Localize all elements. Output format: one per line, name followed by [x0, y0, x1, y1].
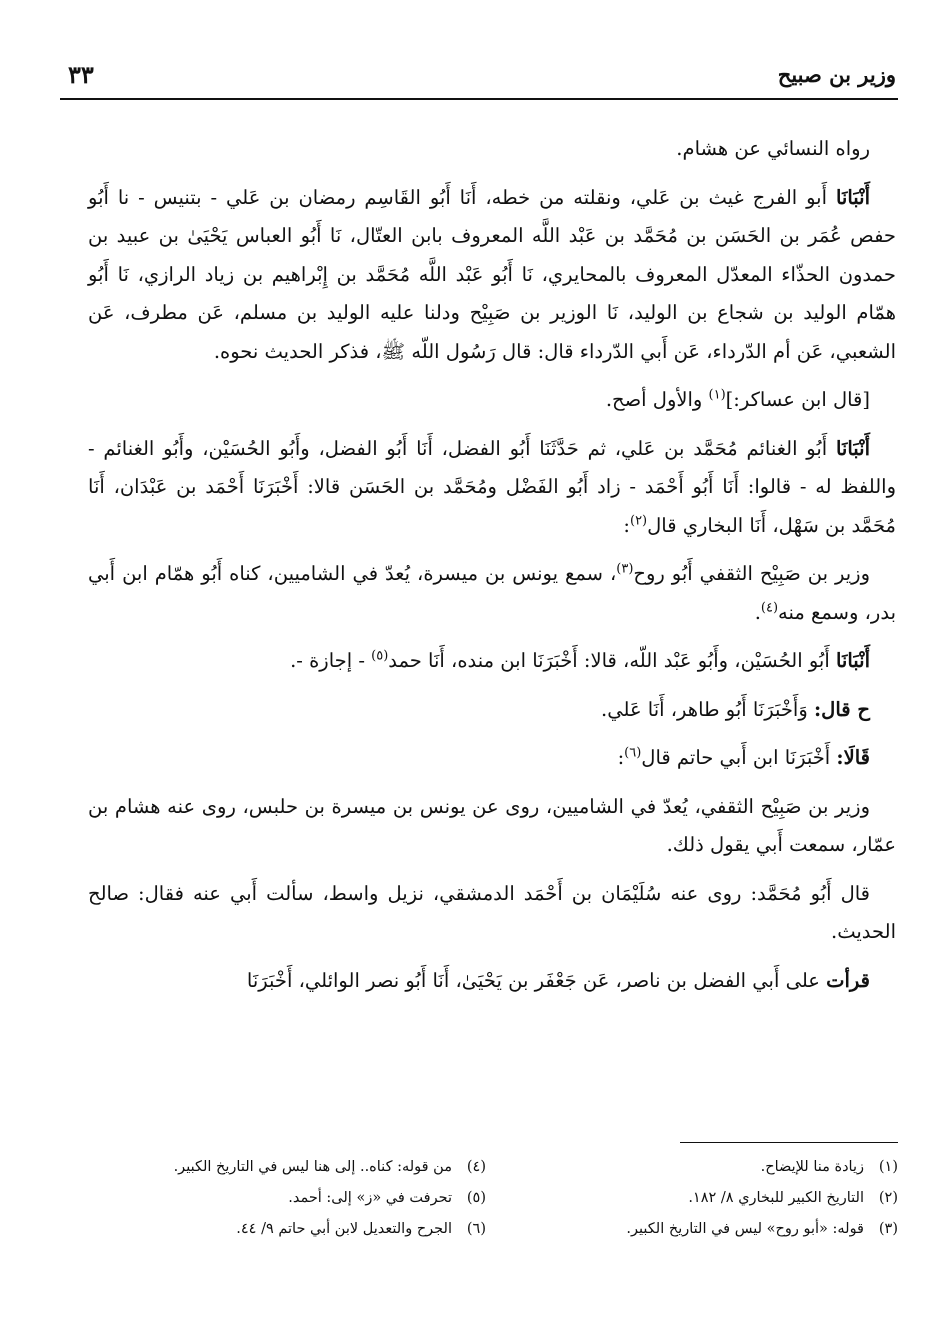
paragraph-text: ، سمع يونس بن ميسرة، يُعدّ في الشاميين، كناه أَبُو همّام ابن أَبي بدر، وسمع منه [88, 562, 896, 624]
footnote-number: (٣) [878, 1221, 898, 1237]
footnote-text: قوله: «أبو روح» ليس في التاريخ الكبير. [626, 1221, 864, 1237]
footnote-number: (٥) [466, 1190, 486, 1206]
footnote-rule [680, 1142, 898, 1143]
footnote-text: زيادة منا للإيضاح. [760, 1159, 864, 1175]
paragraph [88, 691, 896, 730]
footnote-text: تحرفت في «ز» إلى: أحمد. [288, 1190, 452, 1206]
paragraph-lead-keyword: قَالَا: [836, 746, 870, 769]
paragraph-text: . [754, 600, 761, 624]
paragraph-text: - إجازة -. [290, 649, 372, 672]
footnote [508, 1183, 898, 1214]
paragraph-text: وزير بن صَبِيْح الثقفي أَبُو روح [633, 562, 870, 585]
page-header [60, 56, 898, 96]
paragraph-lead-keyword: أَنْبَانَا [835, 649, 870, 672]
paragraph-text: أَبُو الحُسَيْن، وأَبُو عَبْد اللّه، قالا: أَخْبَرَنَا ابن منده، أَنَا حمد [388, 649, 836, 672]
paragraph [88, 875, 896, 952]
paragraph-lead-keyword: أَنْبَانَا [835, 436, 870, 460]
footnote-text: التاريخ الكبير للبخاري ٨/ ١٨٢. [688, 1190, 864, 1206]
footnote-ref: (٦) [624, 745, 642, 761]
paragraph-text: والأول أصح. [605, 388, 709, 411]
paragraph-text: وَأَخْبَرَنَا أَبُو طاهر، أَنَا عَلي. [601, 697, 814, 721]
paragraph [88, 430, 896, 546]
footnotes-right-column [508, 1152, 898, 1245]
footnote-ref: (٤) [760, 600, 779, 615]
paragraph [88, 739, 896, 778]
footnote-text: من قوله: كناه.. إلى هنا ليس في التاريخ الكبير. [173, 1159, 452, 1175]
footnote-number: (٢) [878, 1190, 898, 1206]
page-number: ٣٣ [68, 60, 94, 89]
body-text [88, 130, 896, 1010]
paragraph-text: [قال ابن عساكر:] [725, 388, 870, 411]
footnote-number: (٤) [466, 1159, 486, 1175]
paragraph-text: على أَبي الفضل بن ناصر، عَن جَعْفَر بن يَحْيَىٰ، أَنَا أَبُو نصر الوائلي، أَخْبَرَنَا [246, 968, 827, 992]
paragraph [88, 179, 896, 372]
paragraph-lead-keyword: ح قال: [813, 697, 870, 721]
footnote [96, 1214, 486, 1245]
header-rule [60, 98, 898, 100]
paragraph-lead-keyword: أَنْبَانَا [835, 185, 870, 209]
paragraph-text: أَبو الفرج غيث بن عَلي، ونقلته من خطه، أَنَا أَبُو القَاسِم رمضان بن عَلي - بتنيس - نا أَبُو حفص عُمَر بن الحَسَن بن مُحَمَّد بن عَبْد اللَّه المعروف بابن العتّال، نَا أَبُو العباس يَحْيَىٰ بن عبيد بن حمدون الحذّاء المعدّل المعروف بالمحايري، نَا أَبُو عَبْد اللَّه مُحَمَّد بن إِبْراهيم بن زياد الرازي، نَا أَبُو همّام الوليد بن شجاع بن الوليد، نَا الوزير بن صَبِيْح ودلنا عليه الوليد بن مسلم، عَن مطرف، عَن الشعبي، عَن أم الدّرداء، عَن أَبي الدّرداء قال: قال رَسُول اللّه ﷺ، فذكر الحديث نحوه. [88, 185, 896, 363]
footnotes-left-column [96, 1152, 486, 1245]
paragraph-text: أَخْبَرَنَا ابن أَبي حاتم قال [641, 746, 837, 769]
paragraph-text: : [623, 513, 630, 537]
footnote-number: (٦) [466, 1221, 486, 1237]
footnote [96, 1183, 486, 1214]
paragraph [88, 130, 896, 169]
paragraph-text: وزير بن صَبِيْح الثقفي، يُعدّ في الشاميين، روى عن يونس بن ميسرة بن حلبس، روى عنه هشام بن عمّار، سمعت أَبي يقول ذلك. [88, 794, 896, 856]
running-head: وزير بن صبيح [777, 62, 896, 87]
paragraph-text: قال أَبُو مُحَمَّد: روى عنه سُلَيْمَان بن أَحْمَد الدمشقي، نزيل واسط، سألت أَبي عنه فقال: صالح الحديث. [88, 881, 896, 943]
footnote-ref: (٣) [616, 561, 634, 577]
footnote [508, 1152, 898, 1183]
paragraph-text: رواه النسائي عن هشام. [676, 137, 870, 160]
footnote-text: الجرح والتعديل لابن أبي حاتم ٩/ ٤٤. [236, 1221, 452, 1237]
footnote-ref: (٢) [629, 513, 648, 528]
paragraph [88, 555, 896, 632]
paragraph [88, 642, 896, 681]
paragraph [88, 381, 896, 420]
paragraph-text: : [617, 746, 625, 769]
footnote-ref: (٥) [371, 648, 389, 664]
footnote-ref: (١) [708, 387, 726, 403]
paragraph-text: أَبُو الغنائم مُحَمَّد بن عَلي، ثم حَدَّثَنَا أَبُو الفضل، أَنَا أَبُو الفضل، وأَبُو الحُسَيْن، وأَبُو الغنائم - واللفظ له - قالوا: أَنَا أَبُو أَحْمَد - زاد أَبُو الفَضْل ومُحَمَّد بن الحَسَن قالا: أَخْبَرَنَا أَحْمَد بن عَبْدَان، أَنَا مُحَمَّد بن سَهْل، أَنَا البخاري قال [88, 436, 896, 537]
footnote [96, 1152, 486, 1183]
paragraph-lead-keyword: قرأت [826, 968, 870, 992]
footnote-number: (١) [878, 1159, 898, 1175]
footnote [508, 1214, 898, 1245]
footnotes [96, 1152, 898, 1282]
paragraph [88, 788, 896, 865]
paragraph [88, 962, 896, 1001]
